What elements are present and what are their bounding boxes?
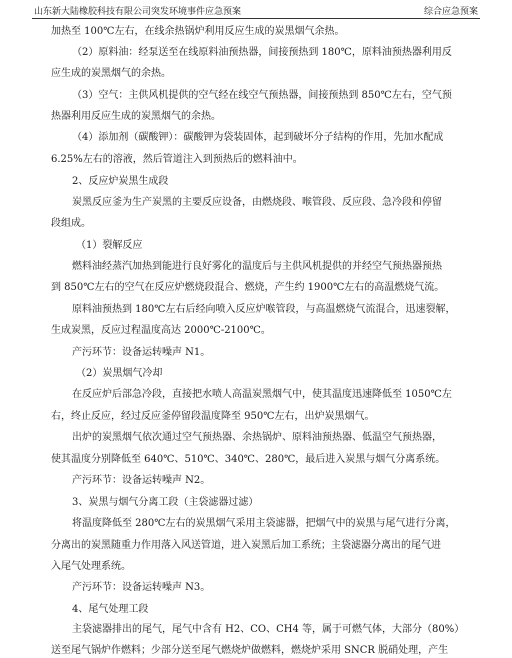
text-line: （2）原料油：经泵送至在线原料油预热器，间接预热到 180℃，原料油预热器利用反 — [72, 47, 452, 58]
text-line: 应生成的炭黑烟气的余热。 — [51, 68, 171, 79]
header-section-title: 综合应急预案 — [423, 7, 478, 17]
page-header — [34, 2, 478, 18]
subsection-heading: （2）炭黑烟气冷却 — [76, 368, 163, 379]
text-line: 加热至 100℃左右，在线余热锅炉利用反应生成的炭黑烟气余热。 — [51, 26, 345, 37]
text-line: 原料油预热到 180℃左右后经向喷入反应炉喉管段，与高温燃烧气流混合，迅速裂解， — [72, 304, 456, 315]
text-line: 产污环节：设备运转噪声 N2。 — [72, 475, 211, 486]
text-line: 出炉的炭黑烟气依次通过空气预热器、余热锅炉、原料油预热器、低温空气预热器， — [72, 432, 442, 443]
text-line: 使其温度分别降低至 640℃、510℃、340℃、280℃，最后进入炭黑与烟气分离系统。 — [51, 454, 446, 465]
text-line: 产污环节：设备运转噪声 N1。 — [72, 347, 211, 358]
text-line: 炭黑反应釜为生产炭黑的主要反应设备，由燃烧段、喉管段、反应段、急冷段和停留 — [72, 197, 442, 208]
text-line: （3）空气：主供风机提供的空气经在线空气预热器，间接预热到 850℃左右，空气预 — [72, 90, 452, 101]
text-line: 入尾气处理系统。 — [51, 561, 131, 572]
text-line: 燃料油经蒸汽加热到能进行良好雾化的温度后与主供风机提供的并经空气预热器预热 — [72, 261, 442, 272]
text-line: 6.25%左右的溶液，然后管道注入到预热后的燃料油中。 — [51, 154, 303, 165]
text-line: 生成炭黑，反应过程温度高达 2000℃-2100℃。 — [51, 325, 271, 336]
text-line: （4）添加剂（碳酸钾）：碳酸钾为袋装固体，起到破坏分子结构的作用，先加水配成 — [72, 132, 444, 143]
header-company-title: 山东新大陆橡胶科技有限公司突发环境事件应急预案 — [34, 7, 242, 17]
section-heading: 4、尾气处理工段 — [72, 604, 149, 615]
text-line: 到 850℃左右的空气在反应炉燃烧段混合、燃烧，产生约 1900℃左右的高温燃烧气流。 — [51, 282, 445, 293]
text-line: 送至尾气锅炉作燃料；少部分送至尾气燃烧炉做燃料，燃烧炉采用 SNCR 脱硝处理，产生 — [51, 645, 449, 656]
header-divider — [32, 18, 480, 19]
text-line: 将温度降低至 280℃左右的炭黑烟气采用主袋滤器，把烟气中的炭黑与尾气进行分离， — [72, 518, 456, 529]
text-line: 主袋滤器排出的尾气，尾气中含有 H2、CO、CH4 等，属于可燃气体，大部分（80%） — [72, 624, 465, 635]
section-heading: 2、反应炉炭黑生成段 — [72, 176, 169, 187]
text-line: 分离出的炭黑随重力作用落入风送管道，进入炭黑后加工系统；主袋滤器分离出的尾气进 — [51, 540, 441, 551]
text-line: 段组成。 — [51, 218, 91, 229]
text-line: 右，终止反应，经过反应釜停留段温度降至 950℃左右，出炉炭黑烟气。 — [51, 411, 375, 422]
text-line: 在反应炉后部急冷段，直接把水喷人高温炭黑烟气中，使其温度迅速降低至 1050℃左 — [72, 389, 452, 400]
text-line: 产污环节：设备运转噪声 N3。 — [72, 582, 211, 593]
subsection-heading: （1）裂解反应 — [76, 240, 143, 251]
text-line: 热器利用反应生成的炭黑烟气的余热。 — [51, 111, 221, 122]
section-heading: 3、炭黑与烟气分离工段（主袋滤器过滤） — [72, 497, 259, 508]
